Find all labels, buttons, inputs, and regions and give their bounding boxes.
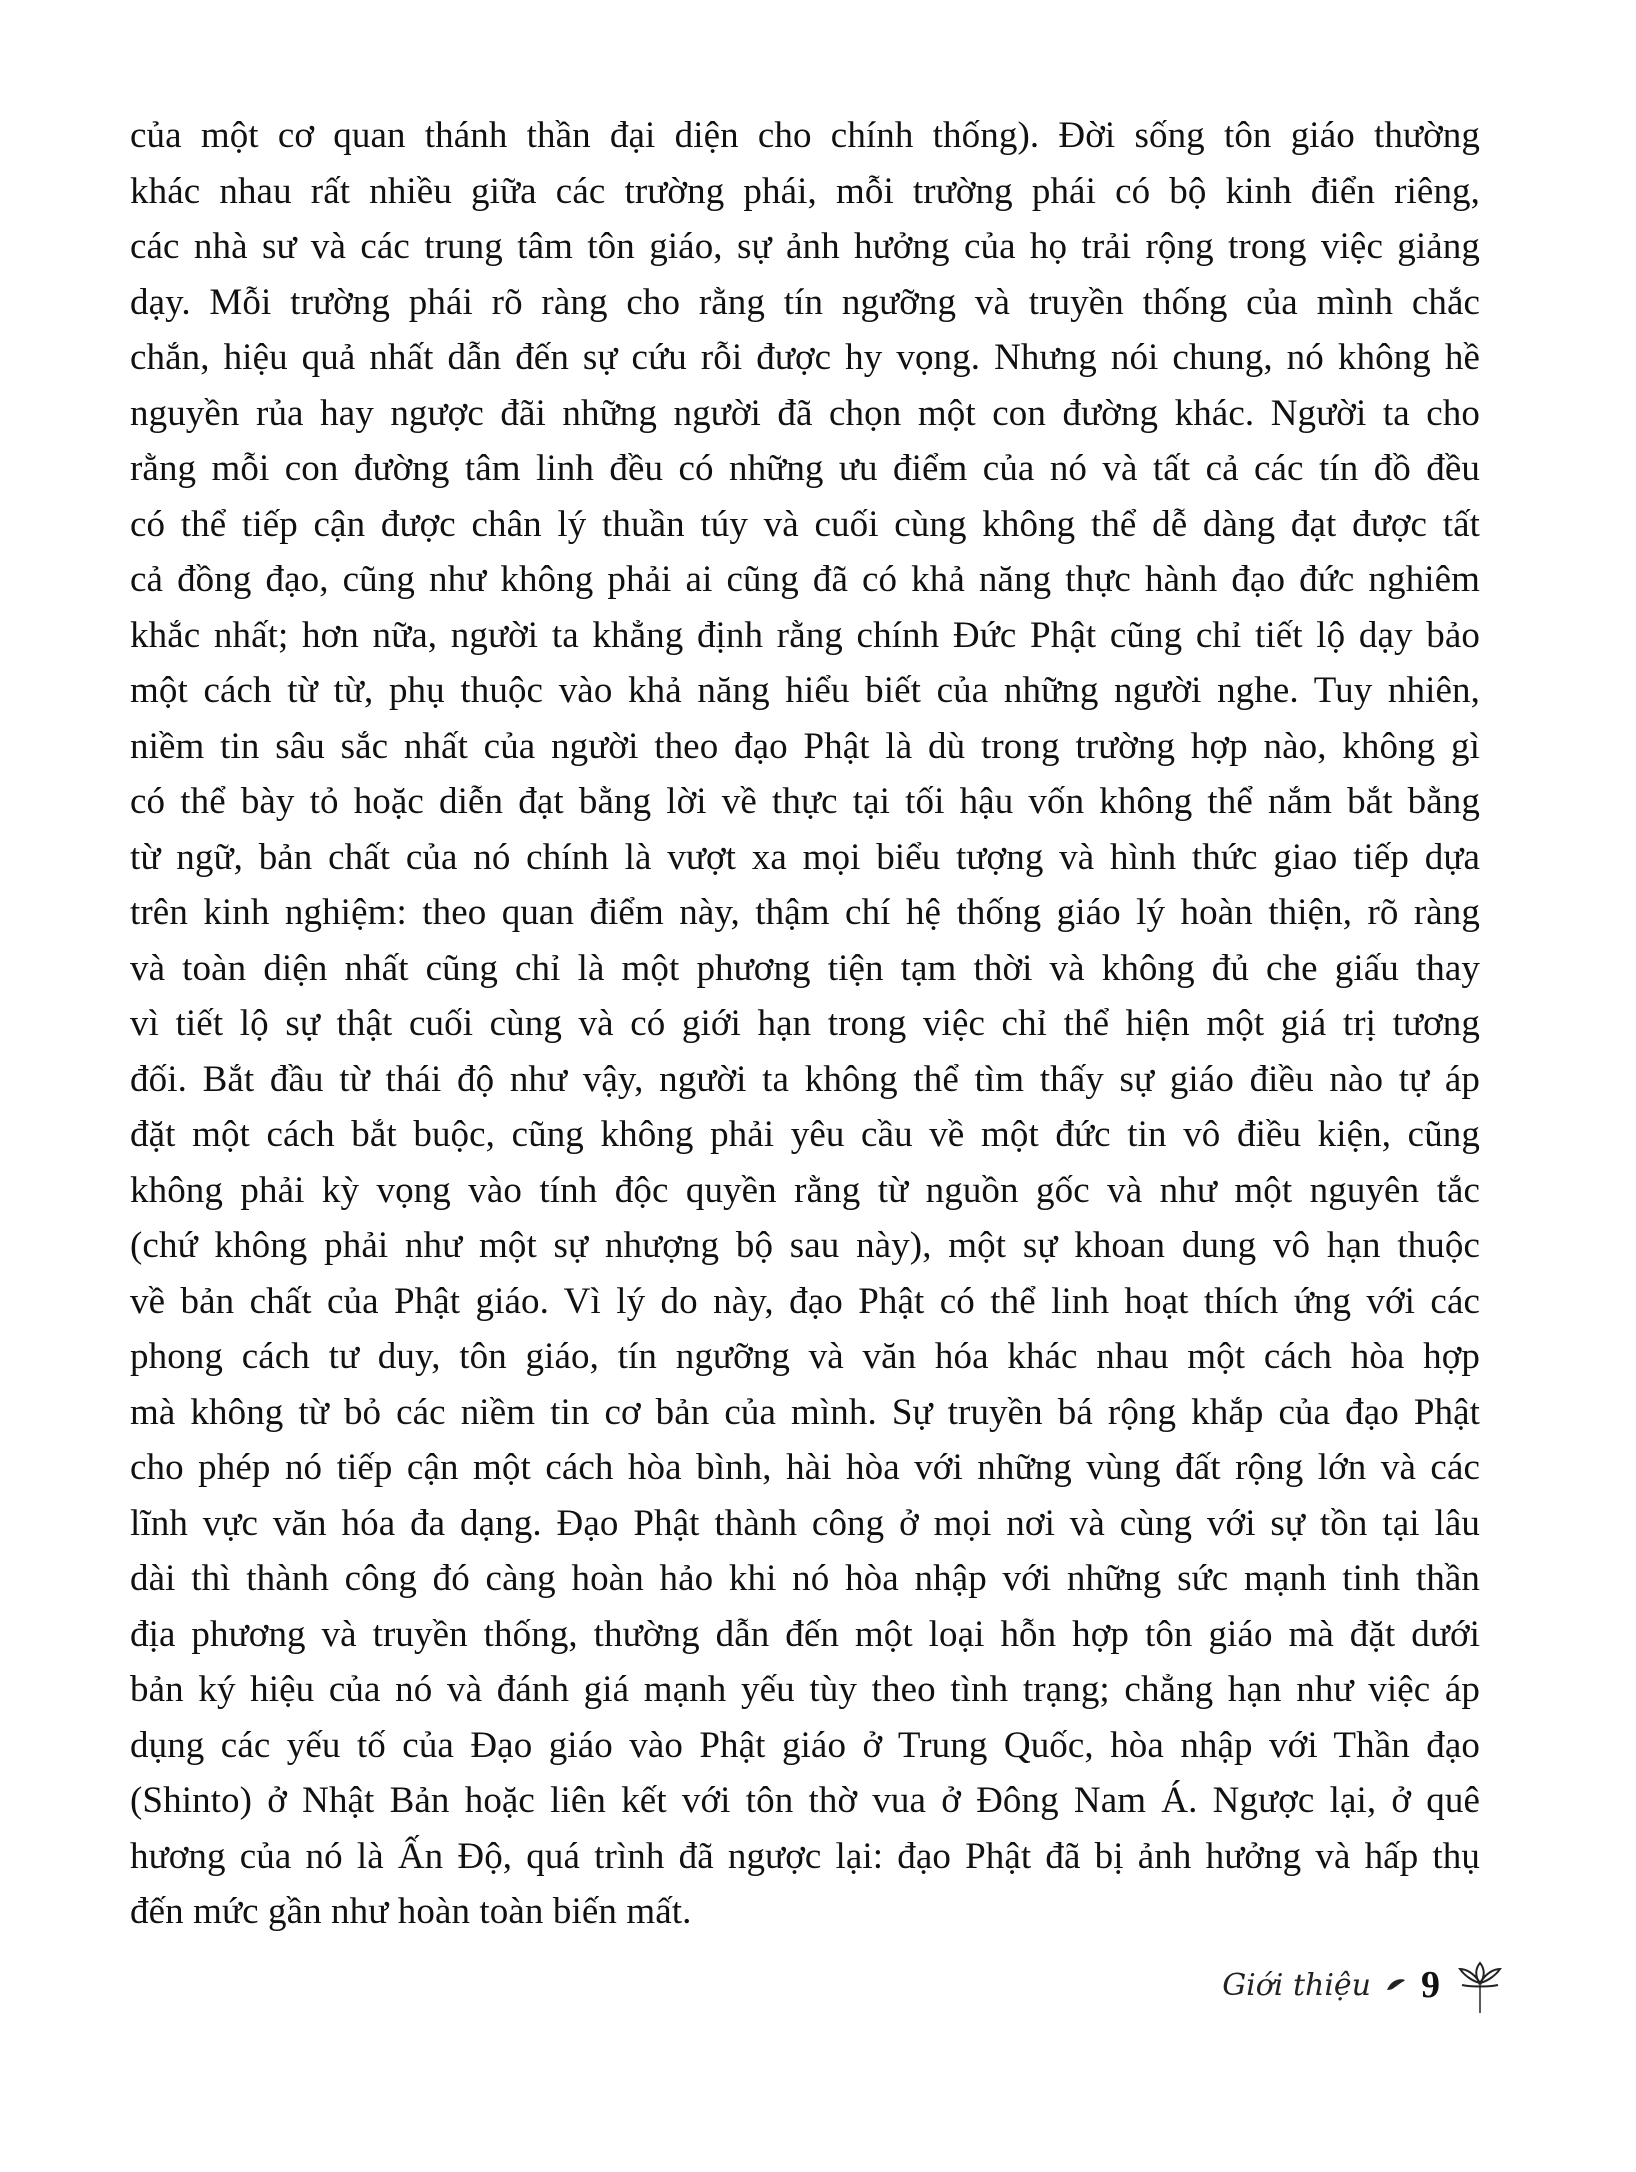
text-line: một cách từ từ, phụ thuộc vào khả năng hiểu biết của những người nghe. Tuy nhiên, [130,670,1480,711]
text-line: chắn, hiệu quả nhất dẫn đến sự cứu rỗi được hy vọng. Nhưng nói chung, nó không hề [130,337,1480,378]
text-line: các nhà sư và các trung tâm tôn giáo, sự ảnh hưởng của họ trải rộng trong việc giảng [130,226,1480,267]
text-line: phong cách tư duy, tôn giáo, tín ngưỡng và văn hóa khác nhau một cách hòa hợp [130,1336,1480,1377]
text-line: của một cơ quan thánh thần đại diện cho chính thống). Đời sống tôn giáo thường [130,115,1480,156]
text-line: không phải kỳ vọng vào tính độc quyền rằng từ nguồn gốc và như một nguyên tắc [130,1169,1480,1211]
text-line: rằng mỗi con đường tâm linh đều có những ưu điểm của nó và tất cả các tín đồ đều [130,448,1480,489]
text-line: dụng các yếu tố của Đạo giáo vào Phật giáo ở Trung Quốc, hòa nhập với Thần đạo [130,1724,1480,1766]
text-line: trên kinh nghiệm: theo quan điểm này, thậm chí hệ thống giáo lý hoàn thiện, rõ ràng [130,892,1480,933]
running-head: Giới thiệu [1222,1967,1371,2003]
text-line: hương của nó là Ấn Độ, quá trình đã ngược lại: đạo Phật đã bị ảnh hưởng và hấp thụ [130,1835,1480,1877]
lotus-icon [1454,1955,1506,2015]
text-line: đối. Bắt đầu từ thái độ như vậy, người ta không thể tìm thấy sự giáo điều nào tự áp [130,1058,1480,1100]
text-line: cho phép nó tiếp cận một cách hòa bình, hài hòa với những vùng đất rộng lớn và các [130,1447,1480,1488]
text-line: từ ngữ, bản chất của nó chính là vượt xa mọi biểu tượng và hình thức giao tiếp dựa [130,836,1480,878]
text-line: dạy. Mỗi trường phái rõ ràng cho rằng tín ngưỡng và truyền thống của mình chắc [130,281,1480,323]
body-text [130,108,1480,1940]
page-footer [1222,1955,1506,2015]
text-line: dài thì thành công đó càng hoàn hảo khi nó hòa nhập với những sức mạnh tinh thần [130,1558,1480,1599]
text-line: có thể bày tỏ hoặc diễn đạt bằng lời về thực tại tối hậu vốn không thể nắm bắt bằng [130,781,1480,822]
text-line: niềm tin sâu sắc nhất của người theo đạo Phật là dù trong trường hợp nào, không gì [130,725,1480,767]
text-line: lĩnh vực văn hóa đa dạng. Đạo Phật thành công ở mọi nơi và cùng với sự tồn tại lâu [130,1502,1480,1544]
leaf-ornament-icon [1385,1974,1407,1996]
page-number: 9 [1421,1964,1440,2006]
text-line: vì tiết lộ sự thật cuối cùng và có giới hạn trong việc chỉ thể hiện một giá trị tương [130,1003,1480,1044]
text-line: nguyền rủa hay ngược đãi những người đã chọn một con đường khác. Người ta cho [130,392,1480,434]
text-line: khác nhau rất nhiều giữa các trường phái, mỗi trường phái có bộ kinh điển riêng, [130,170,1480,212]
text-line: đặt một cách bắt buộc, cũng không phải yêu cầu về một đức tin vô điều kiện, cũng [130,1114,1480,1155]
text-line: bản ký hiệu của nó và đánh giá mạnh yếu tùy theo tình trạng; chẳng hạn như việc áp [130,1669,1480,1710]
text-line: cả đồng đạo, cũng như không phải ai cũng đã có khả năng thực hành đạo đức nghiêm [130,559,1480,600]
text-line: địa phương và truyền thống, thường dẫn đến một loại hỗn hợp tôn giáo mà đặt dưới [130,1613,1480,1655]
text-line: (Shinto) ở Nhật Bản hoặc liên kết với tôn thờ vua ở Đông Nam Á. Ngược lại, ở quê [130,1780,1480,1821]
text-line: (chứ không phải như một sự nhượng bộ sau này), một sự khoan dung vô hạn thuộc [130,1225,1480,1266]
text-line: về bản chất của Phật giáo. Vì lý do này, đạo Phật có thể linh hoạt thích ứng với các [130,1280,1480,1322]
text-line: và toàn diện nhất cũng chỉ là một phương tiện tạm thời và không đủ che giấu thay [130,947,1480,989]
text-line: đến mức gần như hoàn toàn biến mất. [130,1891,692,1932]
text-line: khắc nhất; hơn nữa, người ta khẳng định rằng chính Đức Phật cũng chỉ tiết lộ dạy bảo [130,614,1480,656]
text-line: mà không từ bỏ các niềm tin cơ bản của mình. Sự truyền bá rộng khắp của đạo Phật [130,1391,1480,1433]
text-line: có thể tiếp cận được chân lý thuần túy và cuối cùng không thể dễ dàng đạt được tất [130,503,1480,545]
